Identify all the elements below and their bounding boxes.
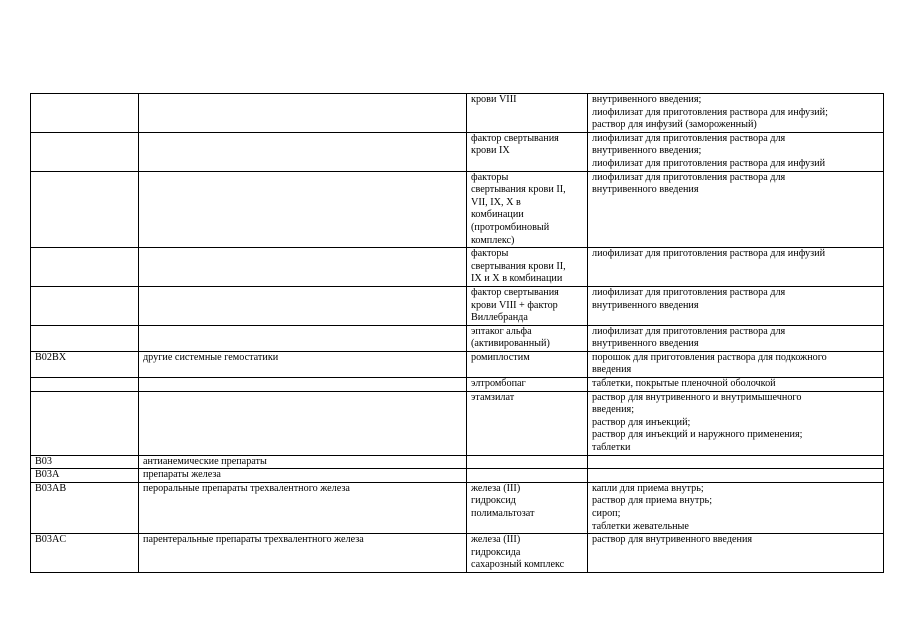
table-row xyxy=(31,455,884,469)
atc-group-cell: другие системные гемостатики xyxy=(139,351,467,377)
atc-group-cell xyxy=(139,378,467,392)
atc-group-cell xyxy=(139,286,467,325)
substance-cell: железа (III) гидроксида сахарозный комплекс xyxy=(467,534,588,573)
atc-group-cell: препараты железа xyxy=(139,469,467,483)
dosage-forms-cell: лиофилизат для приготовления раствора для внутривенного введения xyxy=(588,171,884,248)
table-row xyxy=(31,171,884,248)
atc-group-cell xyxy=(139,132,467,171)
atc-group-cell: антианемические препараты xyxy=(139,455,467,469)
atc-group-cell xyxy=(139,94,467,133)
substance-cell: фактор свертывания крови VIII + фактор Виллебранда xyxy=(467,286,588,325)
dosage-forms-cell: лиофилизат для приготовления раствора для внутривенного введения xyxy=(588,286,884,325)
dosage-forms-cell: капли для приема внутрь; раствор для приема внутрь; сироп; таблетки жевательные xyxy=(588,482,884,533)
dosage-forms-cell: раствор для внутривенного введения xyxy=(588,534,884,573)
atc-code-cell: B03AC xyxy=(31,534,139,573)
table-row xyxy=(31,248,884,287)
drug-list-table xyxy=(30,93,884,573)
atc-code-cell: B02BX xyxy=(31,351,139,377)
substance-cell: железа (III) гидроксид полимальтозат xyxy=(467,482,588,533)
dosage-forms-cell: лиофилизат для приготовления раствора для инфузий xyxy=(588,248,884,287)
substance-cell: эптаког альфа (активированный) xyxy=(467,325,588,351)
substance-cell xyxy=(467,455,588,469)
atc-group-cell xyxy=(139,248,467,287)
atc-code-cell xyxy=(31,391,139,455)
substance-cell: факторы свертывания крови II, VII, IX, X в комбинации (протромбиновый комплекс) xyxy=(467,171,588,248)
substance-cell xyxy=(467,469,588,483)
atc-code-cell xyxy=(31,378,139,392)
table-row xyxy=(31,469,884,483)
atc-code-cell xyxy=(31,248,139,287)
dosage-forms-cell xyxy=(588,455,884,469)
substance-cell: ромиплостим xyxy=(467,351,588,377)
substance-cell: элтромбопаг xyxy=(467,378,588,392)
table-row xyxy=(31,132,884,171)
dosage-forms-cell: лиофилизат для приготовления раствора для внутривенного введения; лиофилизат для приготовления раствора для инфузий xyxy=(588,132,884,171)
atc-group-cell xyxy=(139,171,467,248)
table-row xyxy=(31,391,884,455)
atc-group-cell xyxy=(139,325,467,351)
atc-code-cell xyxy=(31,132,139,171)
atc-group-cell xyxy=(139,391,467,455)
atc-code-cell xyxy=(31,325,139,351)
substance-cell: этамзилат xyxy=(467,391,588,455)
table-row xyxy=(31,534,884,573)
dosage-forms-cell: лиофилизат для приготовления раствора для внутривенного введения xyxy=(588,325,884,351)
atc-group-cell: парентеральные препараты трехвалентного железа xyxy=(139,534,467,573)
substance-cell: крови VIII xyxy=(467,94,588,133)
dosage-forms-cell: внутривенного введения; лиофилизат для приготовления раствора для инфузий; раствор для инфузий (замороженный) xyxy=(588,94,884,133)
table-row xyxy=(31,94,884,133)
table-row xyxy=(31,482,884,533)
atc-code-cell xyxy=(31,171,139,248)
atc-group-cell: пероральные препараты трехвалентного железа xyxy=(139,482,467,533)
substance-cell: фактор свертывания крови IX xyxy=(467,132,588,171)
dosage-forms-cell: таблетки, покрытые пленочной оболочкой xyxy=(588,378,884,392)
table-row xyxy=(31,325,884,351)
atc-code-cell xyxy=(31,286,139,325)
atc-code-cell: B03A xyxy=(31,469,139,483)
dosage-forms-cell: порошок для приготовления раствора для подкожного введения xyxy=(588,351,884,377)
table-row xyxy=(31,286,884,325)
table-row xyxy=(31,351,884,377)
table-row xyxy=(31,378,884,392)
atc-code-cell: B03 xyxy=(31,455,139,469)
atc-code-cell: B03AB xyxy=(31,482,139,533)
substance-cell: факторы свертывания крови II, IX и X в комбинации xyxy=(467,248,588,287)
dosage-forms-cell: раствор для внутривенного и внутримышечного введения; раствор для инъекций; раствор для инъекций и наружного применения; таблетки xyxy=(588,391,884,455)
dosage-forms-cell xyxy=(588,469,884,483)
atc-code-cell xyxy=(31,94,139,133)
